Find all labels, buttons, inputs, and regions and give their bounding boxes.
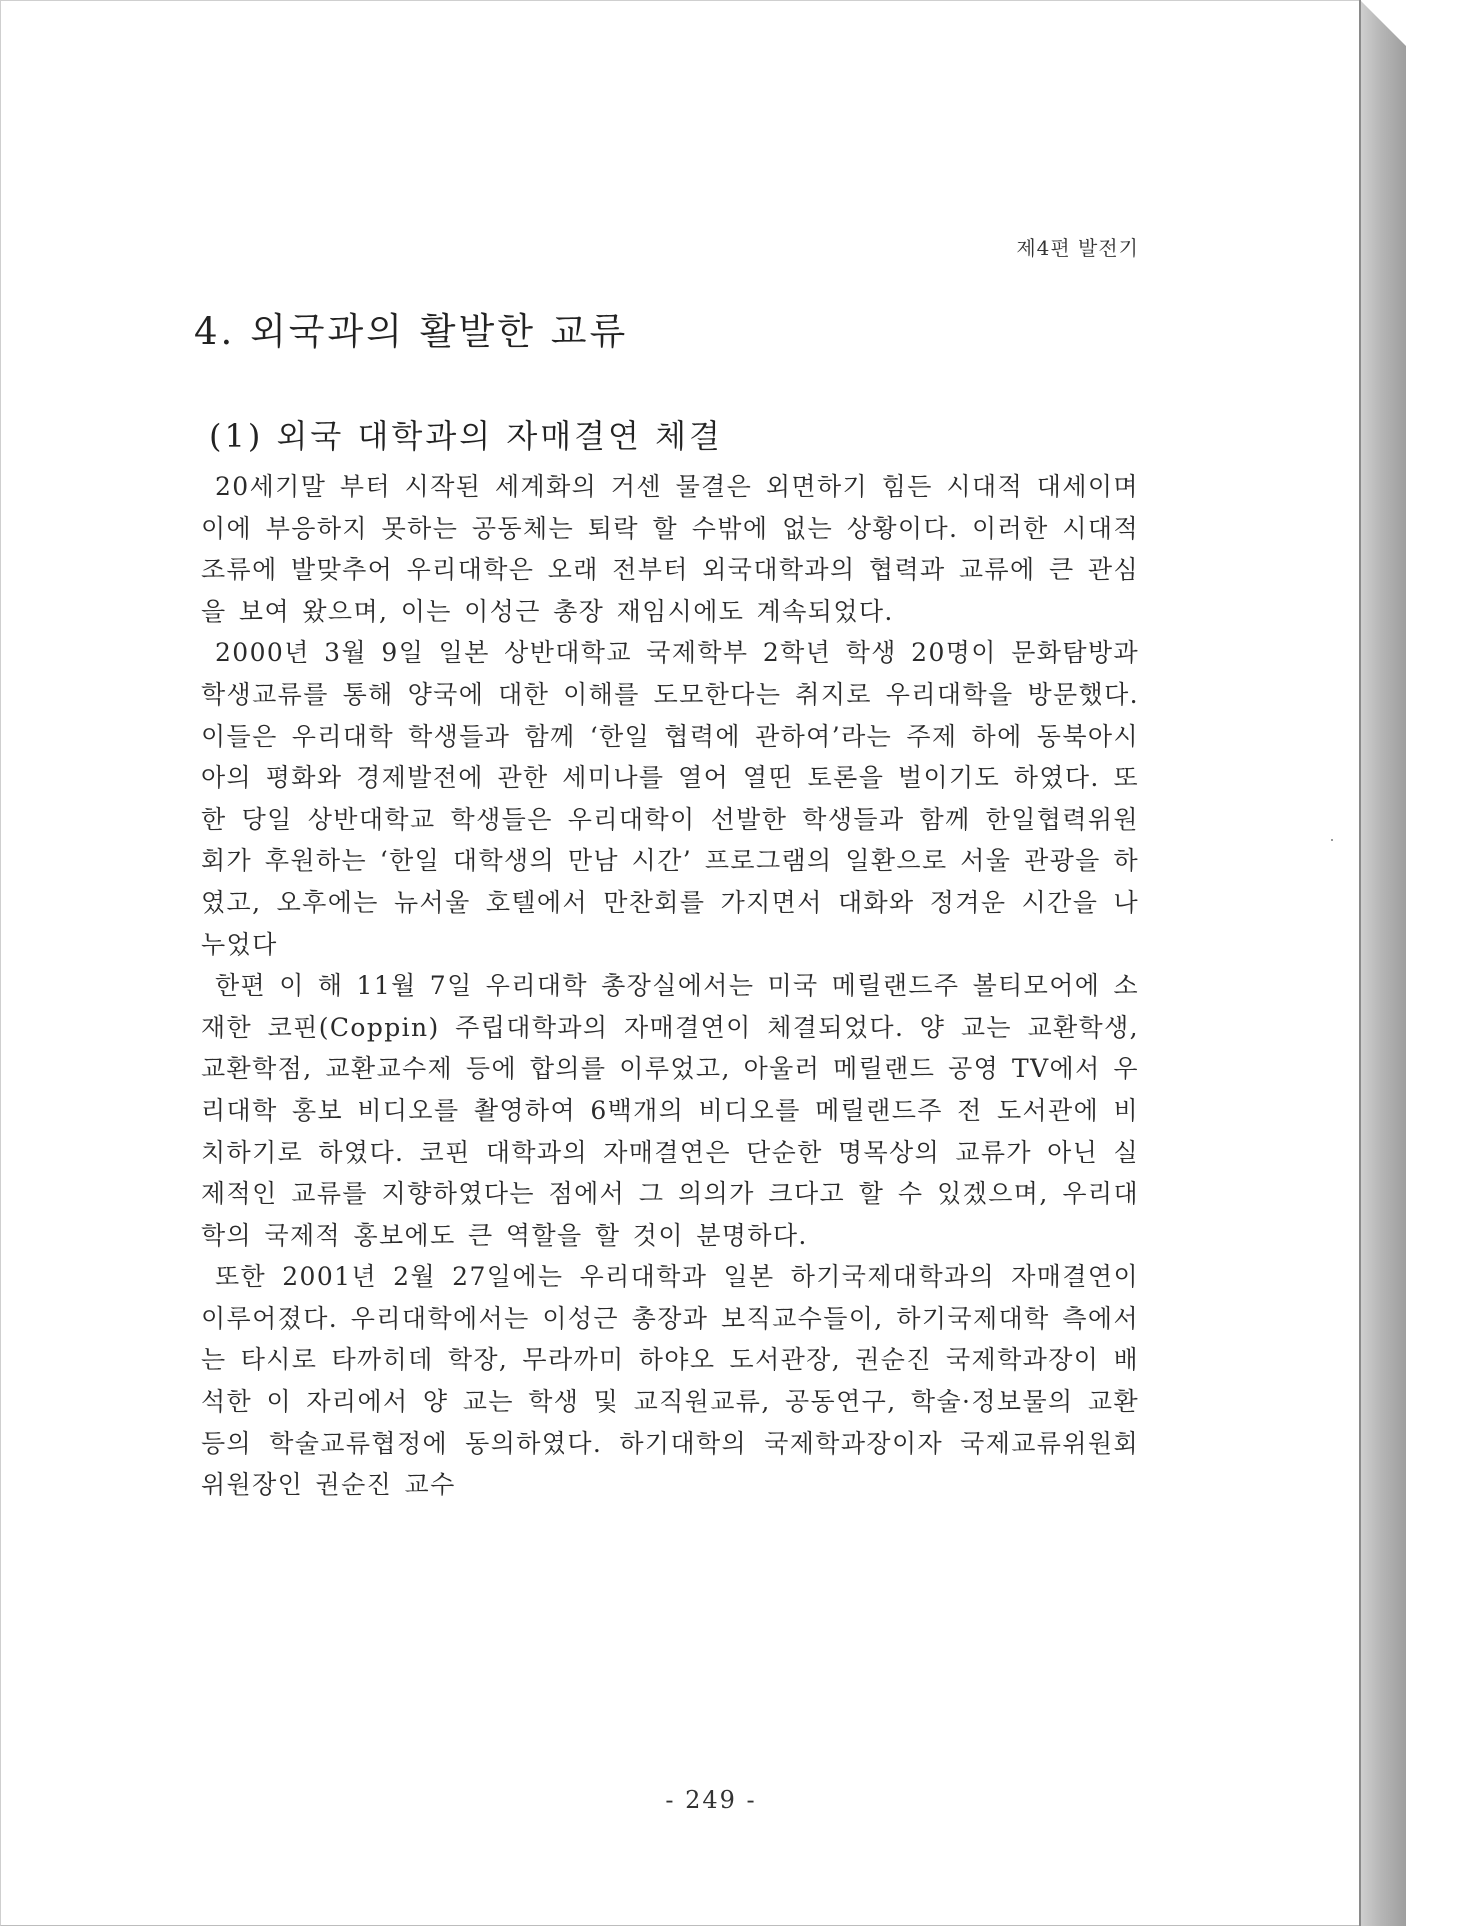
paragraph: 2000년 3월 9일 일본 상반대학교 국제학부 2학년 학생 20명이 문화탐방과 학생교류를 통해 양국에 대한 이해를 도모한다는 취지로 우리대학을 방문했다. 이들은 우리대학 학생들과 함께 ‘한일 협력에 관하여’라는 주제 하에 동북아시아의 평화와 경제발전에 관한 세미나를 열어 열띤 토론을 벌이기도 하였다. 또한 당일 상반대학교 학생들은 우리대학이 선발한 학생들과 함께 한일협력위원회가 후원하는 ‘한일 대학생의 만남 시간’ 프로그램의 일환으로 서울 관광을 하였고, 오후에는 뉴서울 호텔에서 만찬회를 가지면서 대화와 정겨운 시간을 나누었다 [201, 638, 1139, 959]
scan-speck [1331, 839, 1333, 841]
chapter-title: 4. 외국과의 활발한 교류 [194, 310, 629, 353]
paragraph: 20세기말 부터 시작된 세계화의 거센 물결은 외면하기 힘든 시대적 대세이며 이에 부응하지 못하는 공동체는 퇴락 할 수밖에 없는 상황이다. 이러한 시대적 조류에 발맞추어 우리대학은 오래 전부터 외국대학과의 협력과 교류에 큰 관심을 보여 왔으며, 이는 이성근 총장 재임시에도 계속되었다. [201, 472, 1139, 626]
page-stack-edge [1360, 0, 1406, 1926]
page-edge-line [1359, 0, 1361, 1926]
running-header: 제4편 발전기 [1016, 236, 1139, 260]
paragraph: 한편 이 해 11월 7일 우리대학 총장실에서는 미국 메릴랜드주 볼티모어에 소재한 코핀(Coppin) 주립대학과의 자매결연이 체결되었다. 양 교는 교환학생, 교환학점, 교환교수제 등에 합의를 이루었고, 아울러 메릴랜드 공영 TV에서 우리대학 홍보 비디오를 촬영하여 6백개의 비디오를 메릴랜드주 전 도서관에 비치하기로 하였다. 코핀 대학과의 자매결연은 단순한 명목상의 교류가 아닌 실제적인 교류를 지향하였다는 점에서 그 의의가 크다고 할 수 있겠으며, 우리대학의 국제적 홍보에도 큰 역할을 할 것이 분명하다. [201, 971, 1139, 1250]
body-text [201, 466, 1139, 1506]
section-title: (1) 외국 대학과의 자매결연 체결 [209, 417, 723, 455]
page-number: - 249 - [665, 1786, 757, 1814]
paragraph: 또한 2001년 2월 27일에는 우리대학과 일본 하기국제대학과의 자매결연이 이루어졌다. 우리대학에서는 이성근 총장과 보직교수들이, 하기국제대학 측에서는 타시로 타까히데 학장, 무라까미 하야오 도서관장, 권순진 국제학과장이 배석한 이 자리에서 양 교는 학생 및 교직원교류, 공동연구, 학술·정보물의 교환 등의 학술교류협정에 동의하였다. 하기대학의 국제학과장이자 국제교류위원회 위원장인 권순진 교수 [201, 1262, 1139, 1500]
